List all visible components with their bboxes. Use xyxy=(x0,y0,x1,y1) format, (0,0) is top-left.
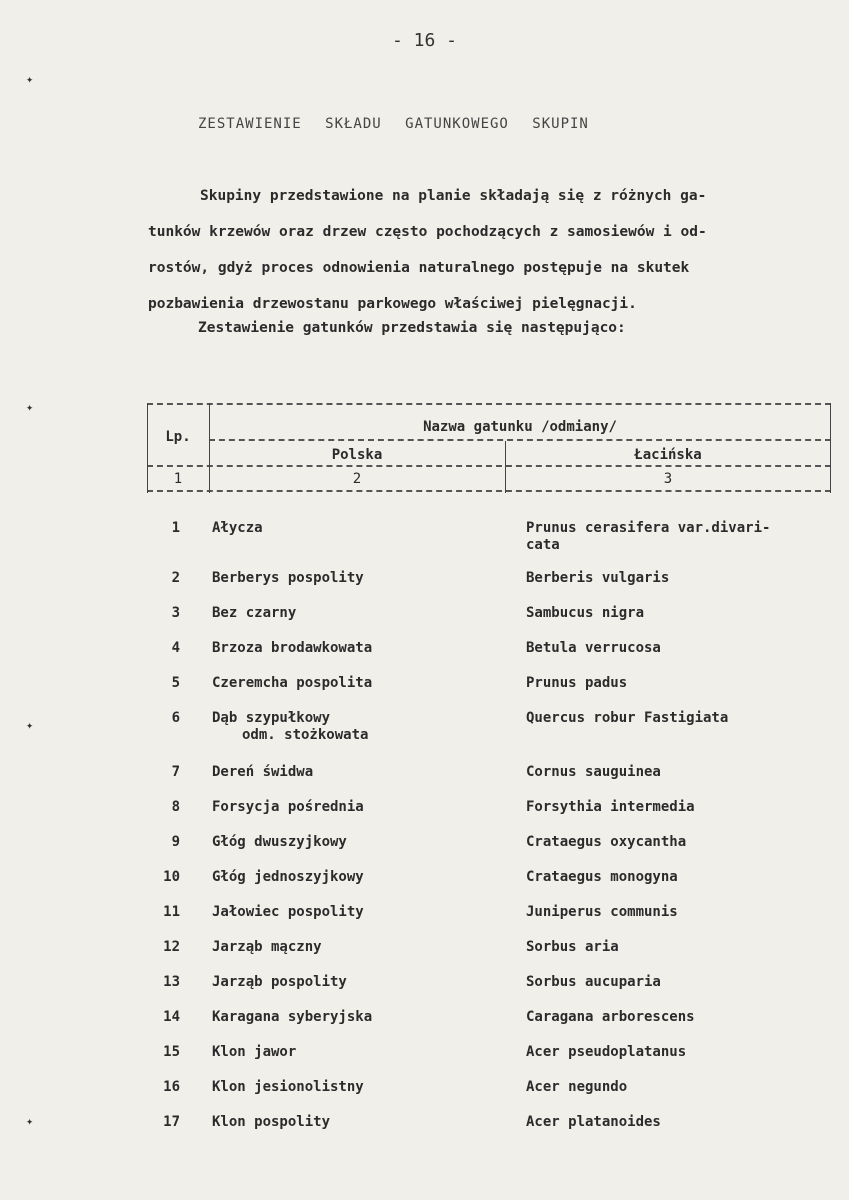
polish-name-line: Jałowiec pospolity xyxy=(212,904,364,920)
polish-name-line: Ałycza xyxy=(212,520,263,536)
binding-mark: ✦ xyxy=(26,400,34,414)
latin-name xyxy=(526,939,619,956)
latin-name-line: Berberis vulgaris xyxy=(526,570,670,586)
latin-name-line: Quercus robur Fastigiata xyxy=(526,710,729,726)
row-number: 6 xyxy=(171,710,180,726)
paragraph-line: pozbawienia drzewostanu parkowego właściwej pielęgnacji. xyxy=(148,296,637,312)
latin-name-line: Sambucus nigra xyxy=(526,605,645,621)
rule xyxy=(209,439,831,441)
latin-name-line: Juniperus communis xyxy=(526,904,678,920)
polish-name-line: odm. stożkowata xyxy=(242,727,369,743)
latin-name xyxy=(526,799,695,816)
polish-name xyxy=(212,605,296,622)
page-number: - 16 - xyxy=(391,30,458,51)
latin-name-line: Cornus sauguinea xyxy=(526,764,661,780)
header-group: Nazwa gatunku /odmiany/ xyxy=(423,419,617,435)
row-number: 4 xyxy=(171,640,180,656)
polish-name-line: Bez czarny xyxy=(212,605,297,621)
polish-name-line: Karagana syberyjska xyxy=(212,1009,373,1025)
col-number: 2 xyxy=(352,471,362,487)
latin-name-line: Forsythia intermedia xyxy=(526,799,695,815)
table-header xyxy=(147,403,831,493)
polish-name-line: Głóg dwuszyjkowy xyxy=(212,834,347,850)
polish-name-line: Jarząb mączny xyxy=(212,939,322,955)
polish-name xyxy=(212,974,347,991)
polish-name xyxy=(212,710,368,744)
polish-name xyxy=(212,1079,364,1096)
polish-name-line: Głóg jednoszyjkowy xyxy=(212,869,364,885)
polish-name-line: Dąb szypułkowy xyxy=(212,710,331,726)
polish-name xyxy=(212,1009,372,1026)
latin-name-line: Crataegus monogyna xyxy=(526,869,678,885)
polish-name-line: Czeremcha pospolita xyxy=(212,675,373,691)
latin-name xyxy=(526,710,728,727)
latin-name xyxy=(526,675,627,692)
header-polish: Polska xyxy=(331,447,383,463)
polish-name-line: Brzoza brodawkowata xyxy=(212,640,373,656)
latin-name xyxy=(526,605,644,622)
col-number: 3 xyxy=(663,471,673,487)
polish-name-line: Berberys pospolity xyxy=(212,570,364,586)
latin-name xyxy=(526,570,669,587)
row-number: 15 xyxy=(163,1044,180,1060)
row-number: 1 xyxy=(171,520,180,536)
row-number: 17 xyxy=(163,1114,180,1130)
latin-name-line: Caragana arborescens xyxy=(526,1009,695,1025)
col-number: 1 xyxy=(173,471,183,487)
polish-name xyxy=(212,1044,296,1061)
latin-name-line: Acer platanoides xyxy=(526,1114,661,1130)
latin-name-line: Betula verrucosa xyxy=(526,640,661,656)
binding-mark: ✦ xyxy=(26,1114,34,1128)
polish-name xyxy=(212,799,364,816)
polish-name xyxy=(212,939,322,956)
latin-name-line: Acer pseudoplatanus xyxy=(526,1044,687,1060)
latin-name-line: Sorbus aria xyxy=(526,939,619,955)
polish-name xyxy=(212,834,347,851)
polish-name-line: Forsycja pośrednia xyxy=(212,799,364,815)
latin-name xyxy=(526,974,661,991)
polish-name xyxy=(212,520,263,537)
intro-paragraph xyxy=(148,178,824,322)
header-latin: Łacińska xyxy=(634,447,702,463)
row-number: 10 xyxy=(163,869,180,885)
paragraph-line: Skupiny przedstawione na planie składają się z różnych ga- xyxy=(200,188,707,204)
latin-name xyxy=(526,764,661,781)
polish-name xyxy=(212,1114,330,1131)
table-intro: Zestawienie gatunków przedstawia się następująco: xyxy=(198,320,626,336)
row-number: 8 xyxy=(171,799,180,815)
latin-name-line: cata xyxy=(526,537,560,553)
polish-name xyxy=(212,904,364,921)
latin-name xyxy=(526,834,686,851)
latin-name xyxy=(526,869,678,886)
row-number: 13 xyxy=(163,974,180,990)
rule xyxy=(147,403,831,405)
row-number: 3 xyxy=(171,605,180,621)
polish-name xyxy=(212,764,313,781)
latin-name xyxy=(526,1079,627,1096)
latin-name xyxy=(526,1044,686,1061)
latin-name xyxy=(526,520,770,554)
row-number: 9 xyxy=(171,834,180,850)
header-lp: Lp. xyxy=(165,429,191,445)
binding-mark: ✦ xyxy=(26,718,34,732)
row-number: 16 xyxy=(163,1079,180,1095)
rule xyxy=(147,465,831,467)
polish-name-line: Klon pospolity xyxy=(212,1114,331,1130)
row-number: 11 xyxy=(163,904,180,920)
binding-mark: ✦ xyxy=(26,72,34,86)
latin-name xyxy=(526,1009,695,1026)
polish-name-line: Klon jesionolistny xyxy=(212,1079,364,1095)
polish-name-line: Klon jawor xyxy=(212,1044,297,1060)
polish-name-line: Dereń świdwa xyxy=(212,764,314,780)
polish-name xyxy=(212,640,372,657)
row-number: 14 xyxy=(163,1009,180,1025)
latin-name xyxy=(526,640,661,657)
latin-name-line: Sorbus aucuparia xyxy=(526,974,661,990)
polish-name xyxy=(212,570,364,587)
latin-name-line: Acer negundo xyxy=(526,1079,628,1095)
section-title: ZESTAWIENIE SKŁADU GATUNKOWEGO SKUPIN xyxy=(198,116,589,132)
polish-name xyxy=(212,869,364,886)
latin-name xyxy=(526,904,678,921)
row-number: 12 xyxy=(163,939,180,955)
latin-name-line: Prunus cerasifera var.divari- xyxy=(526,520,771,536)
rule xyxy=(147,490,831,492)
polish-name-line: Jarząb pospolity xyxy=(212,974,347,990)
polish-name xyxy=(212,675,372,692)
paragraph-line: tunków krzewów oraz drzew często pochodzących z samosiewów i od- xyxy=(148,224,707,240)
latin-name-line: Prunus padus xyxy=(526,675,628,691)
latin-name xyxy=(526,1114,661,1131)
latin-name-line: Crataegus oxycantha xyxy=(526,834,687,850)
paragraph-line: rostów, gdyż proces odnowienia naturalnego postępuje na skutek xyxy=(148,260,690,276)
row-number: 2 xyxy=(171,570,180,586)
row-number: 5 xyxy=(171,675,180,691)
row-number: 7 xyxy=(171,764,180,780)
